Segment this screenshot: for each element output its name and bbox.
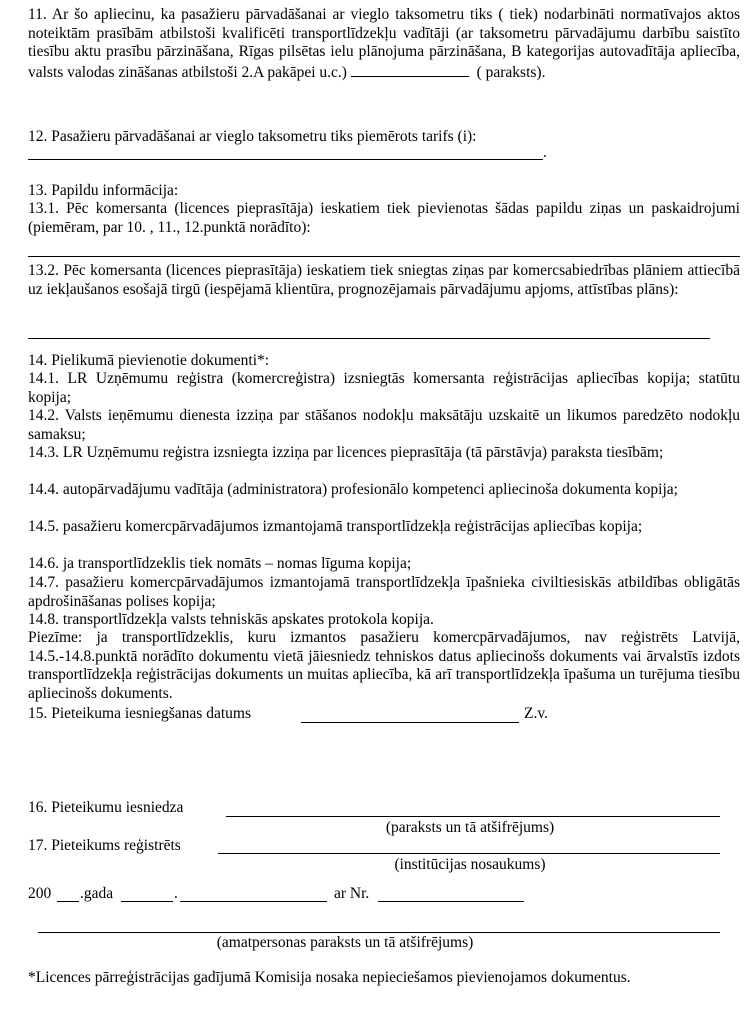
reg-day-field[interactable] [121, 901, 173, 902]
reg-number-field[interactable] [378, 901, 524, 902]
official-signature-field[interactable] [38, 932, 720, 933]
registration-institution-field[interactable] [218, 853, 720, 854]
reg-month-field[interactable] [180, 901, 327, 902]
section-11-sig-label: ( paraksts). [476, 63, 546, 81]
seal-mark: Z.v. [524, 705, 548, 722]
section-14-note: Piezīme: ja transportlīdzeklis, kuru izmantos pasažieru komercpārvadājumos, nav reģistrēts Latvijā, 14.5.-14.8.punktā norādīto dokumentu vietā jāiesniedz tehniskos datus apliecinošs dokuments vai ārvalstīs izdots transportlīdzekļa reģistrācijas dokuments un muitas apliecība, kā arī transportlīdzekļa īpašuma un turējuma tiesību apliecinošs dokuments. [28, 629, 740, 702]
reg-date-dot: . [174, 885, 178, 902]
reg-year-prefix: 200 [28, 885, 52, 902]
tariff-line-end: . [543, 144, 547, 161]
market-plans-line[interactable] [28, 338, 710, 339]
doc-item-14-2: 14.2. Valsts ieņēmumu dienesta izziņa par stāšanos nodokļu maksātāju uzskaitē un likumos paredzēto nodokļu samaksu; [28, 407, 740, 443]
section-13-2: 13.2. Pēc komersanta (licences pieprasītāja) ieskatiem tiek sniegtas ziņas par komercsabiedrības plāniem attiecībā uz iekļaušanos esošajā tirgū (iespējamā klientūra, prognozējamais pārvadājumu apjoms, attīstības plāns): [28, 262, 740, 298]
submitter-caption: (paraksts un tā atšifrējums) [385, 819, 555, 836]
section-15-label: 15. Pieteikuma iesniegšanas datums [28, 705, 251, 722]
section-12-text: 12. Pasažieru pārvadāšanai ar vieglo taksometru tiks piemērots tarifs (i): [28, 128, 477, 145]
reg-nr-label: ar Nr. [334, 885, 370, 902]
section-11 [28, 6, 740, 82]
section-13-heading: 13. Papildu informācija: [28, 182, 179, 199]
reg-gada-label: .gada [80, 885, 114, 902]
doc-item-14-6: 14.6. ja transportlīdzeklis tiek nomāts – nomas līguma kopija; [28, 555, 412, 572]
section-13-1: 13.1. Pēc komersanta (licences pieprasītāja) ieskatiem tiek pievienotas šādas papildu ziņas un paskaidrojumi (piemēram, par 10. , 11., 12.punktā norādīto): [28, 200, 740, 236]
doc-item-14-5: 14.5. pasažieru komercpārvadājumos izmantojamā transportlīdzekļa reģistrācijas apliecības kopija; [28, 518, 643, 535]
doc-item-14-1: 14.1. LR Uzņēmumu reģistra (komercreģistra) izsniegtās komersanta reģistrācijas apliecības kopija; statūtu kopija; [28, 370, 740, 406]
submission-date-field[interactable] [301, 722, 519, 723]
reg-year-field[interactable] [57, 901, 79, 902]
official-caption: (amatpersonas paraksts un tā atšifrējums) [216, 934, 474, 951]
tariff-line[interactable] [28, 159, 543, 160]
submitter-signature-field[interactable] [226, 816, 720, 817]
section-17-label: 17. Pieteikums reģistrēts [28, 837, 181, 854]
section-16-label: 16. Pieteikumu iesniedza [28, 799, 184, 816]
section-14-heading: 14. Pielikumā pievienotie dokumenti*: [28, 352, 270, 369]
signature-field-11[interactable] [351, 62, 469, 77]
doc-item-14-7: 14.7. pasažieru komercpārvadājumos izmantojamā transportlīdzekļa īpašnieka civiltiesiskās atbildības obligātās apdrošināšanas polises kopija; [28, 574, 740, 610]
doc-item-14-8: 14.8. transportlīdzekļa valsts tehniskās apskates protokola kopija. [28, 611, 434, 628]
footnote: *Licences pārreģistrācijas gadījumā Komisija nosaka nepieciešamos pievienojamos dokumentus. [28, 969, 631, 986]
section-11-text: 11. Ar šo apliecinu, ka pasažieru pārvadāšanai ar vieglo taksometru tiks ( tiek) nodarbināti normatīvajos aktos noteiktām prasībām atbilstoši kvalificēti transportlīdzekļu vadītāji (ar taksometru pārvadājumu darbību saistīto tiesību aktu prasību pārzināšana, Rīgas pilsētas ielu plānojuma pārzināšana, B kategorijas autovadītāja apliecība, valsts valodas zināšanas atbilstoši 2.A pakāpei u.c.) [28, 6, 740, 81]
institution-caption: (institūcijas nosaukums) [394, 856, 546, 873]
doc-item-14-3: 14.3. LR Uzņēmumu reģistra izsniegta izziņa par licences pieprasītāja (tā pārstāvja) paraksta tiesībām; [28, 444, 664, 461]
additional-info-line[interactable] [28, 256, 740, 257]
doc-item-14-4: 14.4. autopārvadājumu vadītāja (administratora) profesionālo kompetenci apliecinoša dokumenta kopija; [28, 481, 678, 498]
